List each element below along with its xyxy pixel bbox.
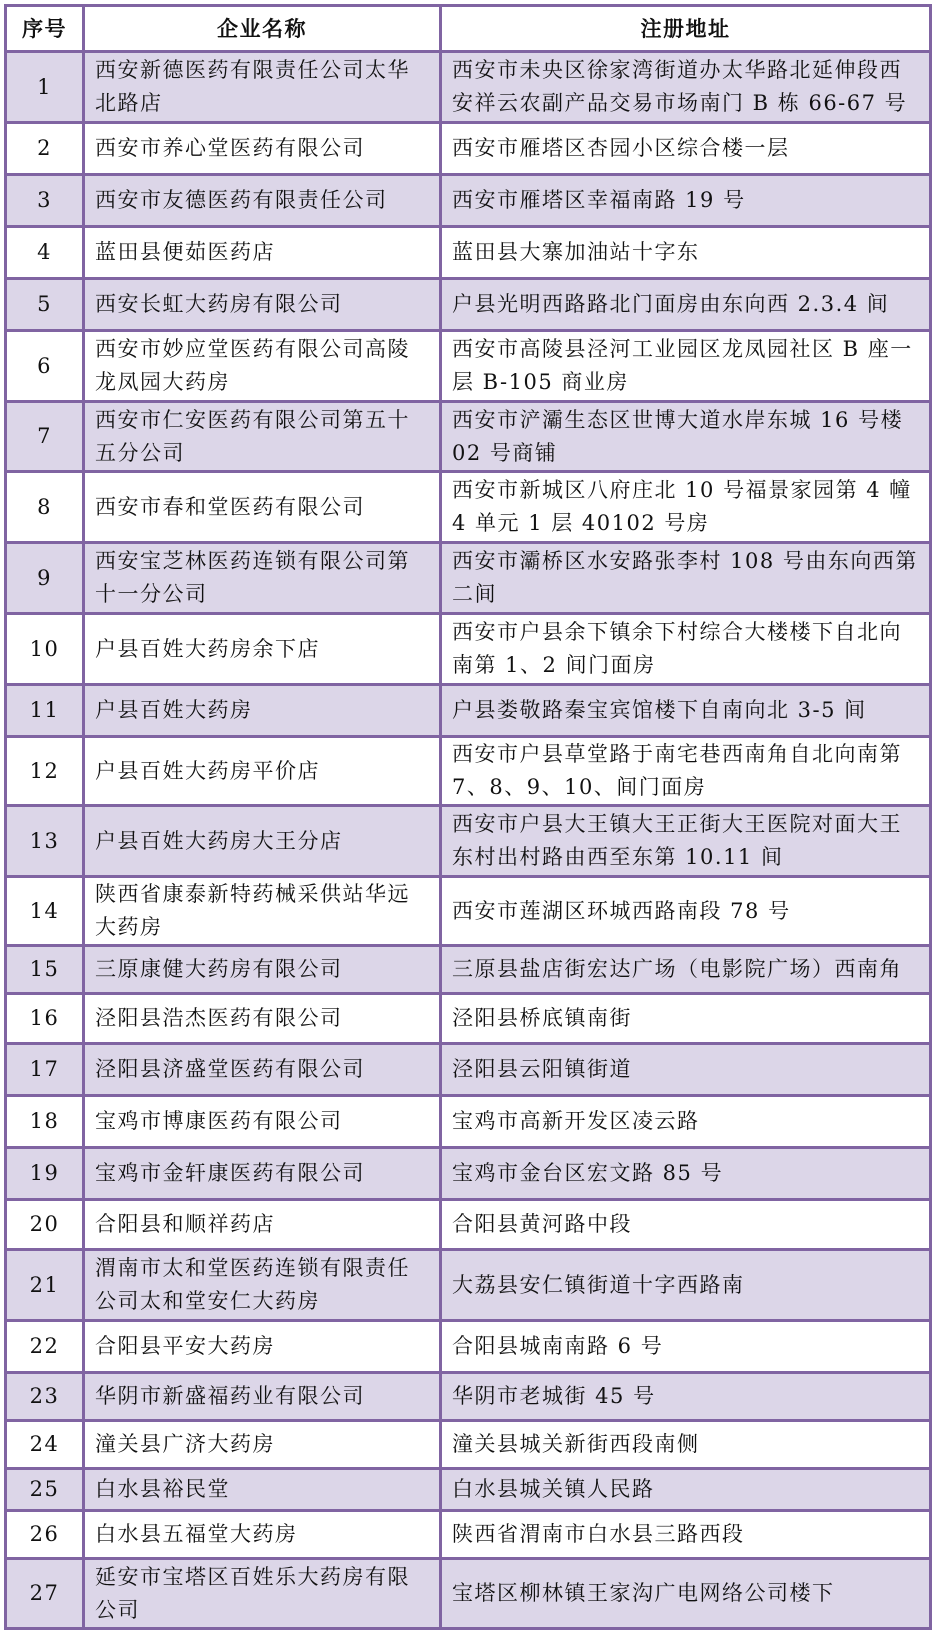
serial-cell: 5 <box>6 279 84 331</box>
table-row <box>6 1511 931 1559</box>
serial-cell: 26 <box>6 1511 84 1559</box>
table-row <box>6 1096 931 1148</box>
table-row <box>6 806 931 877</box>
company-name-cell: 户县百姓大药房大王分店 <box>84 806 441 877</box>
address-cell: 宝塔区柳林镇王家沟广电网络公司楼下 <box>441 1559 931 1629</box>
serial-cell: 4 <box>6 227 84 279</box>
serial-cell: 3 <box>6 175 84 227</box>
table-row <box>6 472 931 543</box>
address-cell: 合阳县城南南路 6 号 <box>441 1321 931 1373</box>
company-name-cell: 白水县五福堂大药房 <box>84 1511 441 1559</box>
serial-cell: 10 <box>6 614 84 685</box>
address-cell: 白水县城关镇人民路 <box>441 1469 931 1511</box>
address-cell: 三原县盐店街宏达广场（电影院广场）西南角 <box>441 946 931 994</box>
company-name-cell: 西安长虹大药房有限公司 <box>84 279 441 331</box>
table-row <box>6 227 931 279</box>
serial-cell: 22 <box>6 1321 84 1373</box>
company-name-cell: 户县百姓大药房平价店 <box>84 737 441 806</box>
company-name-cell: 潼关县广济大药房 <box>84 1421 441 1469</box>
header-company-name: 企业名称 <box>84 6 441 52</box>
serial-cell: 27 <box>6 1559 84 1629</box>
table-row <box>6 331 931 402</box>
address-cell: 西安市新城区八府庄北 10 号福景家园第 4 幢 4 单元 1 层 40102 号房 <box>441 472 931 543</box>
address-cell: 大荔县安仁镇街道十字西路南 <box>441 1250 931 1321</box>
table-row <box>6 175 931 227</box>
address-cell: 蓝田县大寨加油站十字东 <box>441 227 931 279</box>
company-name-cell: 西安市春和堂医药有限公司 <box>84 472 441 543</box>
serial-cell: 25 <box>6 1469 84 1511</box>
serial-cell: 7 <box>6 402 84 472</box>
table-row <box>6 123 931 175</box>
serial-cell: 14 <box>6 877 84 946</box>
address-cell: 宝鸡市金台区宏文路 85 号 <box>441 1148 931 1200</box>
address-cell: 西安市浐灞生态区世博大道水岸东城 16 号楼 02 号商铺 <box>441 402 931 472</box>
table-row <box>6 402 931 472</box>
company-name-cell: 泾阳县浩杰医药有限公司 <box>84 994 441 1044</box>
company-name-cell: 合阳县和顺祥药店 <box>84 1200 441 1250</box>
address-cell: 合阳县黄河路中段 <box>441 1200 931 1250</box>
serial-cell: 8 <box>6 472 84 543</box>
serial-cell: 23 <box>6 1373 84 1421</box>
address-cell: 西安市雁塔区杏园小区综合楼一层 <box>441 123 931 175</box>
table-row <box>6 1148 931 1200</box>
serial-cell: 9 <box>6 543 84 614</box>
pharmacy-table <box>4 4 932 1630</box>
company-name-cell: 户县百姓大药房余下店 <box>84 614 441 685</box>
address-cell: 西安市户县大王镇大王正街大王医院对面大王东村出村路由西至东第 10.11 间 <box>441 806 931 877</box>
serial-cell: 18 <box>6 1096 84 1148</box>
serial-cell: 20 <box>6 1200 84 1250</box>
table-row <box>6 52 931 123</box>
table-row <box>6 1373 931 1421</box>
table-row <box>6 1250 931 1321</box>
address-cell: 西安市未央区徐家湾街道办太华路北延伸段西安祥云农副产品交易市场南门 B 栋 66-67 号 <box>441 52 931 123</box>
address-cell: 西安市高陵县泾河工业园区龙凤园社区 B 座一层 B-105 商业房 <box>441 331 931 402</box>
company-name-cell: 泾阳县济盛堂医药有限公司 <box>84 1044 441 1096</box>
company-name-cell: 西安市妙应堂医药有限公司高陵龙凤园大药房 <box>84 331 441 402</box>
serial-cell: 6 <box>6 331 84 402</box>
address-cell: 西安市莲湖区环城西路南段 78 号 <box>441 877 931 946</box>
company-name-cell: 西安市仁安医药有限公司第五十五分公司 <box>84 402 441 472</box>
address-cell: 户县娄敬路秦宝宾馆楼下自南向北 3-5 间 <box>441 685 931 737</box>
serial-cell: 21 <box>6 1250 84 1321</box>
address-cell: 华阴市老城街 45 号 <box>441 1373 931 1421</box>
table-row <box>6 1559 931 1629</box>
address-cell: 西安市户县余下镇余下村综合大楼楼下自北向南第 1、2 间门面房 <box>441 614 931 685</box>
table-row <box>6 1421 931 1469</box>
table-row <box>6 685 931 737</box>
company-name-cell: 户县百姓大药房 <box>84 685 441 737</box>
company-name-cell: 华阴市新盛福药业有限公司 <box>84 1373 441 1421</box>
company-name-cell: 陕西省康泰新特药械采供站华远大药房 <box>84 877 441 946</box>
serial-cell: 12 <box>6 737 84 806</box>
table-row <box>6 279 931 331</box>
serial-cell: 2 <box>6 123 84 175</box>
table-row <box>6 1044 931 1096</box>
address-cell: 泾阳县桥底镇南街 <box>441 994 931 1044</box>
header-serial: 序号 <box>6 6 84 52</box>
address-cell: 户县光明西路路北门面房由东向西 2.3.4 间 <box>441 279 931 331</box>
address-cell: 陕西省渭南市白水县三路西段 <box>441 1511 931 1559</box>
company-name-cell: 西安市养心堂医药有限公司 <box>84 123 441 175</box>
serial-cell: 1 <box>6 52 84 123</box>
company-name-cell: 西安宝芝林医药连锁有限公司第十一分公司 <box>84 543 441 614</box>
address-cell: 西安市灞桥区水安路张李村 108 号由东向西第二间 <box>441 543 931 614</box>
company-name-cell: 蓝田县便茹医药店 <box>84 227 441 279</box>
serial-cell: 17 <box>6 1044 84 1096</box>
company-name-cell: 延安市宝塔区百姓乐大药房有限公司 <box>84 1559 441 1629</box>
table-row <box>6 1200 931 1250</box>
address-cell: 西安市户县草堂路于南宅巷西南角自北向南第 7、8、9、10、间门面房 <box>441 737 931 806</box>
table-row <box>6 614 931 685</box>
serial-cell: 24 <box>6 1421 84 1469</box>
serial-cell: 11 <box>6 685 84 737</box>
header-row <box>6 6 931 52</box>
company-name-cell: 西安新德医药有限责任公司太华北路店 <box>84 52 441 123</box>
address-cell: 潼关县城关新街西段南侧 <box>441 1421 931 1469</box>
serial-cell: 15 <box>6 946 84 994</box>
company-name-cell: 渭南市太和堂医药连锁有限责任公司太和堂安仁大药房 <box>84 1250 441 1321</box>
company-name-cell: 三原康健大药房有限公司 <box>84 946 441 994</box>
header-address: 注册地址 <box>441 6 931 52</box>
table-row <box>6 994 931 1044</box>
address-cell: 泾阳县云阳镇街道 <box>441 1044 931 1096</box>
company-name-cell: 白水县裕民堂 <box>84 1469 441 1511</box>
serial-cell: 16 <box>6 994 84 1044</box>
serial-cell: 19 <box>6 1148 84 1200</box>
table-row <box>6 946 931 994</box>
address-cell: 宝鸡市高新开发区凌云路 <box>441 1096 931 1148</box>
company-name-cell: 宝鸡市博康医药有限公司 <box>84 1096 441 1148</box>
company-name-cell: 合阳县平安大药房 <box>84 1321 441 1373</box>
address-cell: 西安市雁塔区幸福南路 19 号 <box>441 175 931 227</box>
table-row <box>6 877 931 946</box>
company-name-cell: 西安市友德医药有限责任公司 <box>84 175 441 227</box>
serial-cell: 13 <box>6 806 84 877</box>
table-row <box>6 737 931 806</box>
company-name-cell: 宝鸡市金轩康医药有限公司 <box>84 1148 441 1200</box>
table-row <box>6 543 931 614</box>
table-row <box>6 1321 931 1373</box>
table-row <box>6 1469 931 1511</box>
